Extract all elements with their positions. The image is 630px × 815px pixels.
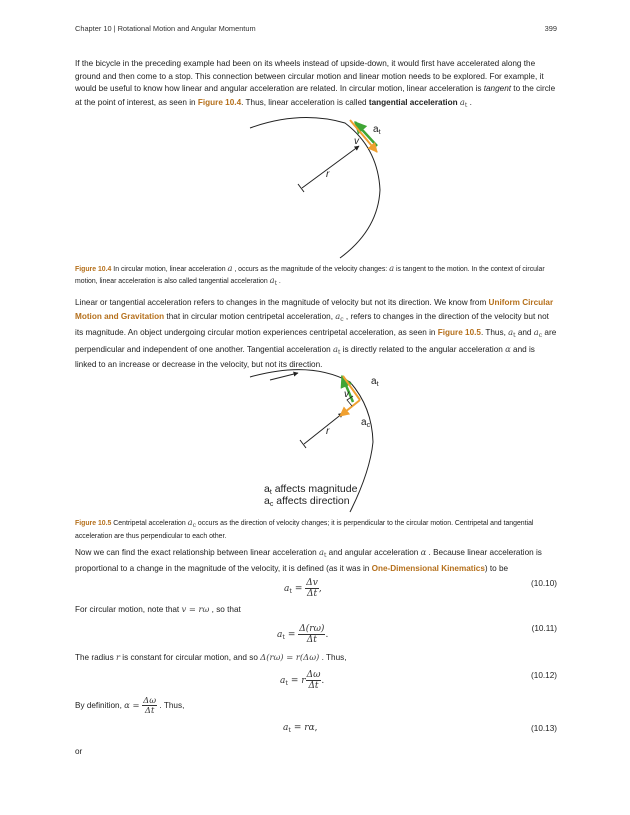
relationship-paragraph: Now we can find the exact relationship between linear acceleration $a_t$ and angular acceleration α . Because linear acceleration is proportional to a change in the magnitude of the velocity, it is defined (as it was in One-Dimensional Kinematics) to be xyxy=(75,547,542,573)
equation-10-13: $a_t = r\alpha$, xyxy=(283,723,318,734)
circular-path xyxy=(250,118,380,258)
label-ac: $a_c$ xyxy=(361,417,371,429)
label-r-2: r xyxy=(326,426,330,437)
label-at: $a_t$ xyxy=(373,124,381,136)
direction-arrow xyxy=(270,373,298,380)
definition-paragraph: By definition, α = $\frac{\Delta\omega}{\Delta t}$ . Thus, xyxy=(75,695,185,715)
note-at-magnitude: at affects magnitude xyxy=(264,483,358,496)
figure-10-4-caption: Figure 10.4 In circular motion, linear acceleration a , occurs as the magnitude of the velocity changes: a is tangent to the motion. In the context of circular motion, linear acceleration is also called tangential acceleration $a_t$ . xyxy=(75,263,545,287)
or-text: or xyxy=(75,747,83,756)
equation-10-11: $a_t$ = $\frac{\Delta(r\omega)}{\Delta t}$ . xyxy=(277,624,329,645)
label-v: v xyxy=(354,136,359,147)
equation-10-12: $a_t = r$ $\frac{\Delta\omega}{\Delta t}$ . xyxy=(280,670,325,691)
equation-number-10-10: (10.10) xyxy=(531,579,557,588)
intro-paragraph: If the bicycle in the preceding example had been on its wheels instead of upside-down, it would first have accelerated along the ground and then come to a stop. This connection between circular motion and linear motion needs to be explored. For example, it would be useful to know how linear and angular acceleration are related. In circular motion, linear acceleration is tangent to the circle at the point of interest, as seen in Figure 10.4. Thus, linear acceleration is called tangential acceleration $a_t$ . xyxy=(75,59,556,109)
page-number: 399 xyxy=(544,24,557,33)
radius-arrow xyxy=(302,146,359,188)
chapter-header: Chapter 10 | Rotational Motion and Angular Momentum xyxy=(75,24,256,33)
figure-10-5-link[interactable]: Figure 10.5 xyxy=(437,328,481,338)
math-at: $a_t$ xyxy=(459,96,468,109)
figure-10-5-caption: Figure 10.5 Centripetal acceleration $a_c$ occurs as the direction of velocity changes; it is perpendicular to the circular motion. Centripetal and tangential acceleration are thus perpendicular to each other. xyxy=(75,517,534,540)
label-v-2: v xyxy=(344,389,349,400)
uniform-circular-motion-link[interactable]: Uniform Circular Motion and Gravitation xyxy=(75,298,554,321)
radius-constant-paragraph: The radius r is constant for circular motion, and so Δ(rω) = r(Δω) . Thus, xyxy=(75,652,347,662)
equation-10-10: $a_t$ = $\frac{\Delta v}{\Delta t}$ , xyxy=(284,578,322,599)
centripetal-acceleration-arrow xyxy=(340,400,360,416)
circular-motion-note: For circular motion, note that v = rω , so that xyxy=(75,604,241,614)
equation-number-10-11: (10.11) xyxy=(531,624,557,633)
figure-10-5-diagram xyxy=(240,362,415,514)
equation-number-10-12: (10.12) xyxy=(531,671,557,680)
figure-10-4-link[interactable]: Figure 10.4 xyxy=(197,97,242,107)
equation-number-10-13: (10.13) xyxy=(531,724,557,733)
figure-10-4-diagram xyxy=(240,108,410,263)
centripetal-paragraph: Linear or tangential acceleration refers to changes in the magnitude of velocity but not its direction. We know from Uniform Circular Motion and Gravitation that in circular motion centripetal acceleration, $a_c$ , refers to changes in the direction of the velocity but not its magnitude. An object undergoing circular motion experiences centripetal acceleration, as seen in Figure 10.5. Thus, $a_t$ and $a_c$ are perpendicular and independent of one another. Tangential acceleration $a_t$ is directly related to the angular acceleration α and is linked to an increase or decrease in the velocity, but not its direction. xyxy=(75,298,557,370)
radius-origin-tick-2 xyxy=(300,440,306,448)
radius-arrow-2 xyxy=(304,413,343,444)
radius-origin-tick xyxy=(298,184,304,192)
one-dimensional-kinematics-link[interactable]: One-Dimensional Kinematics xyxy=(371,563,485,573)
label-at-2: $a_t$ xyxy=(371,376,379,388)
label-r: r xyxy=(326,169,330,180)
note-ac-direction: ac affects direction xyxy=(264,495,350,508)
